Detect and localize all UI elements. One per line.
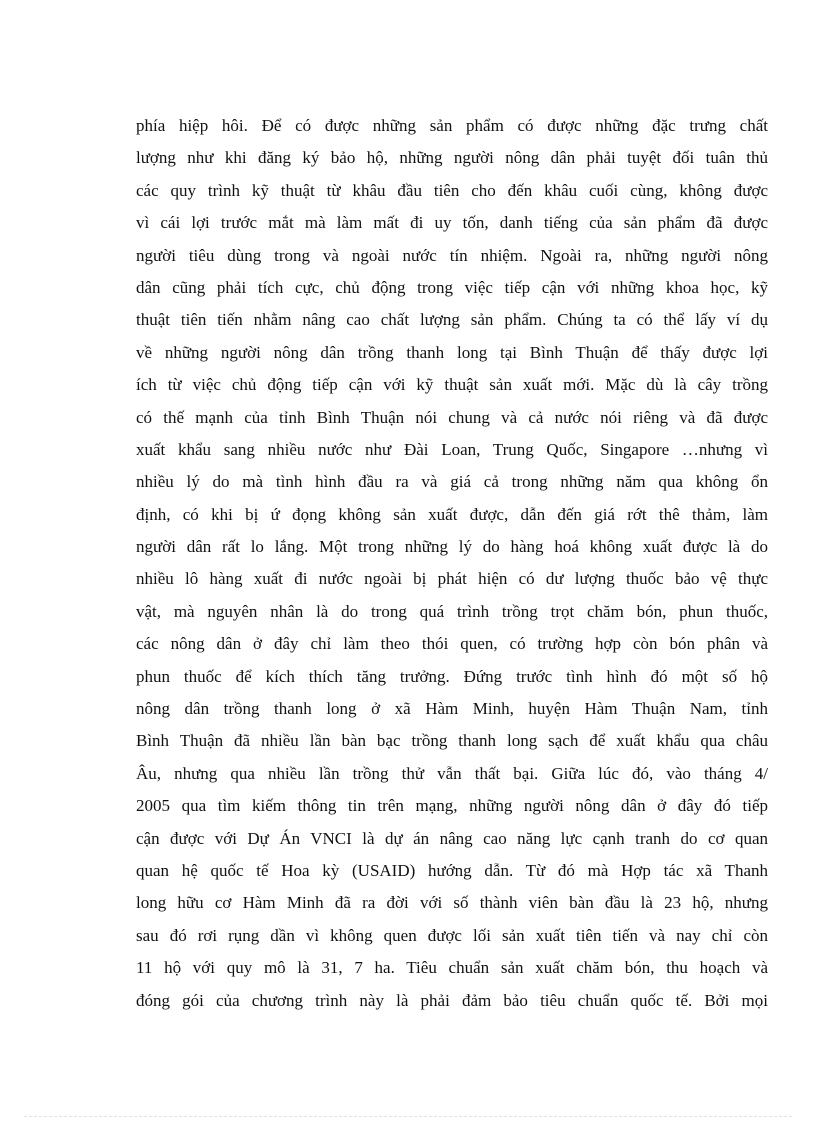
- text-line-3: các quy trình kỹ thuật từ khâu đầu tiên cho đến khâu cuối cùng, không được: [136, 180, 768, 200]
- text-line-28: đóng gói của chương trình này là phải đảm bảo tiêu chuẩn quốc tế. Bởi mọi: [136, 990, 768, 1010]
- text-line-4: vì cái lợi trước mắt mà làm mất đi uy tốn, danh tiếng của sản phẩm đã được: [136, 213, 768, 233]
- text-line-12: nhiều lý do mà tình hình đầu ra và giá cả trong những năm qua không ổn: [136, 472, 768, 492]
- text-line-24: quan hệ quốc tế Hoa kỳ (USAID) hướng dẫn. Từ đó mà Hợp tác xã Thanh: [136, 860, 768, 880]
- text-line-14: người dân rất lo lắng. Một trong những lý do hàng hoá không xuất được là do: [136, 537, 768, 557]
- text-line-6: dân cũng phải tích cực, chủ động trong việc tiếp cận với những khoa học, kỹ: [136, 277, 768, 297]
- text-line-19: nông dân trồng thanh long ở xã Hàm Minh, huyện Hàm Thuận Nam, tỉnh: [136, 699, 768, 719]
- text-line-13: định, có khi bị ứ đọng không sản xuất được, dẫn đến giá rớt thê thảm, làm: [136, 504, 768, 524]
- text-line-1: phía hiệp hôi. Để có được những sản phẩm có được những đặc trưng chất: [136, 116, 768, 135]
- text-line-26: sau đó rơi rụng dần vì không quen được lối sản xuất tiên tiến và nay chỉ còn: [136, 925, 768, 945]
- text-line-8: về những người nông dân trồng thanh long tại Bình Thuận để thấy được lợi: [136, 342, 768, 362]
- text-line-23: cận được với Dự Án VNCI là dự án nâng cao năng lực cạnh tranh do cơ quan: [136, 828, 768, 848]
- text-line-2: lượng như khi đăng ký bảo hộ, những người nông dân phải tuyệt đối tuân thủ: [136, 148, 768, 168]
- text-line-18: phun thuốc để kích thích tăng trưởng. Đứng trước tình hình đó một số hộ: [136, 666, 768, 686]
- text-line-9: ích từ việc chủ động tiếp cận với kỹ thuật sản xuất mới. Mặc dù là cây trồng: [136, 375, 768, 395]
- text-line-16: vật, mà nguyên nhân là do trong quá trình trồng trọt chăm bón, phun thuốc,: [136, 601, 768, 621]
- text-line-22: 2005 qua tìm kiếm thông tin trên mạng, những người nông dân ở đây đó tiếp: [136, 796, 768, 816]
- text-line-17: các nông dân ở đây chỉ làm theo thói quen, có trường hợp còn bón phân và: [136, 634, 768, 654]
- body-paragraph: [136, 110, 768, 1017]
- text-line-25: long hữu cơ Hàm Minh đã ra đời với số thành viên bàn đầu là 23 hộ, nhưng: [136, 893, 768, 913]
- page-bottom-divider: [24, 1116, 792, 1117]
- text-line-20: Bình Thuận đã nhiều lần bàn bạc trồng thanh long sạch để xuất khẩu qua châu: [136, 731, 768, 751]
- text-line-11: xuất khẩu sang nhiều nước như Đài Loan, Trung Quốc, Singapore …nhưng vì: [136, 439, 768, 459]
- text-line-5: người tiêu dùng trong và ngoài nước tín nhiệm. Ngoài ra, những người nông: [136, 245, 768, 265]
- text-line-10: có thế mạnh của tỉnh Bình Thuận nói chung và cả nước nói riêng và đã được: [136, 407, 768, 427]
- text-line-15: nhiều lô hàng xuất đi nước ngoài bị phát hiện có dư lượng thuốc bảo vệ thực: [136, 569, 768, 589]
- text-line-27: 11 hộ với quy mô là 31, 7 ha. Tiêu chuẩn sản xuất chăm bón, thu hoạch và: [136, 958, 768, 978]
- text-line-7: thuật tiên tiến nhằm nâng cao chất lượng sản phẩm. Chúng ta có thể lấy ví dụ: [136, 310, 768, 330]
- text-line-21: Âu, nhưng qua nhiều lần trồng thử vẫn thất bại. Giữa lúc đó, vào tháng 4/: [136, 763, 768, 783]
